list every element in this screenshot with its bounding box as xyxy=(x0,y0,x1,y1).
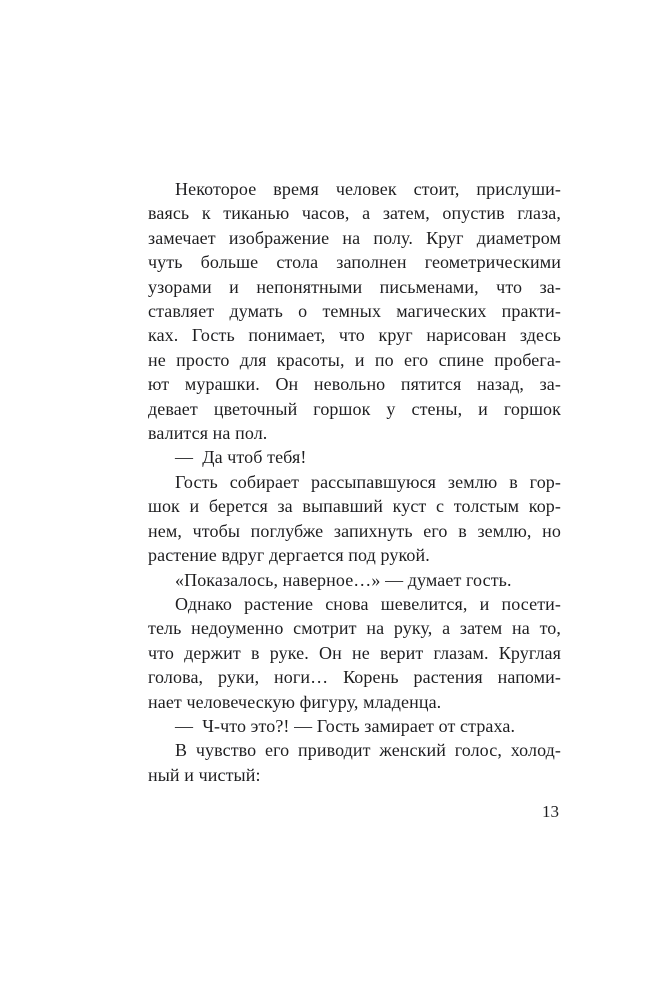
text-line: Гость собирает рассыпавшуюся землю в гор- xyxy=(175,471,561,492)
paragraph xyxy=(148,177,561,445)
text-line: валится на пол. xyxy=(148,423,268,444)
page-number: 13 xyxy=(542,802,559,821)
text-block xyxy=(148,177,561,787)
text-line: не просто для красоты, и по его спине пробега- xyxy=(148,349,561,370)
text-line: чуть больше стола заполнен геометрическими xyxy=(148,252,561,273)
text-line: ный и чистый: xyxy=(148,764,261,785)
paragraph xyxy=(148,592,561,714)
paragraph-dialogue xyxy=(148,445,561,469)
text-line: девает цветочный горшок у стены, и горшок xyxy=(148,398,561,419)
text-line: узорами и непонятными письменами, что за- xyxy=(148,276,561,297)
text-line: что держит в руке. Он не верит глазам. Круглая xyxy=(148,642,561,663)
text-line: В чувство его приводит женский голос, холод- xyxy=(175,740,561,761)
text-line: нем, чтобы поглубже запихнуть его в землю, но xyxy=(148,520,561,541)
text-line: нает человеческую фигуру, младенца. xyxy=(148,691,442,712)
text-line: «Показалось, наверное…» — думает гость. xyxy=(175,569,512,590)
text-line: тель недоуменно смотрит на руку, а затем на то, xyxy=(148,618,561,639)
text-line: — Да чтоб тебя! xyxy=(175,447,307,468)
text-line: ваясь к тиканью часов, а затем, опустив глаза, xyxy=(148,203,561,224)
text-line: растение вдруг дергается под рукой. xyxy=(148,545,430,566)
text-line: голова, руки, ноги… Корень растения напоми- xyxy=(148,667,561,688)
paragraph xyxy=(148,568,561,592)
paragraph-dialogue xyxy=(148,714,561,738)
text-line: Однако растение снова шевелится, и посети- xyxy=(175,593,561,614)
paragraph xyxy=(148,470,561,568)
text-line: ют мурашки. Он невольно пятится назад, за- xyxy=(148,374,561,395)
paragraph xyxy=(148,738,561,787)
text-line: ках. Гость понимает, что круг нарисован здесь xyxy=(148,325,561,346)
text-line: шок и берется за выпавший куст с толстым кор- xyxy=(148,496,561,517)
text-line: ставляет думать о темных магических практи- xyxy=(148,301,561,322)
text-line: замечает изображение на полу. Круг диаметром xyxy=(148,227,561,248)
text-line: — Ч-что это?! — Гость замирает от страха. xyxy=(175,715,516,736)
text-line: Некоторое время человек стоит, прислуши- xyxy=(175,179,561,199)
